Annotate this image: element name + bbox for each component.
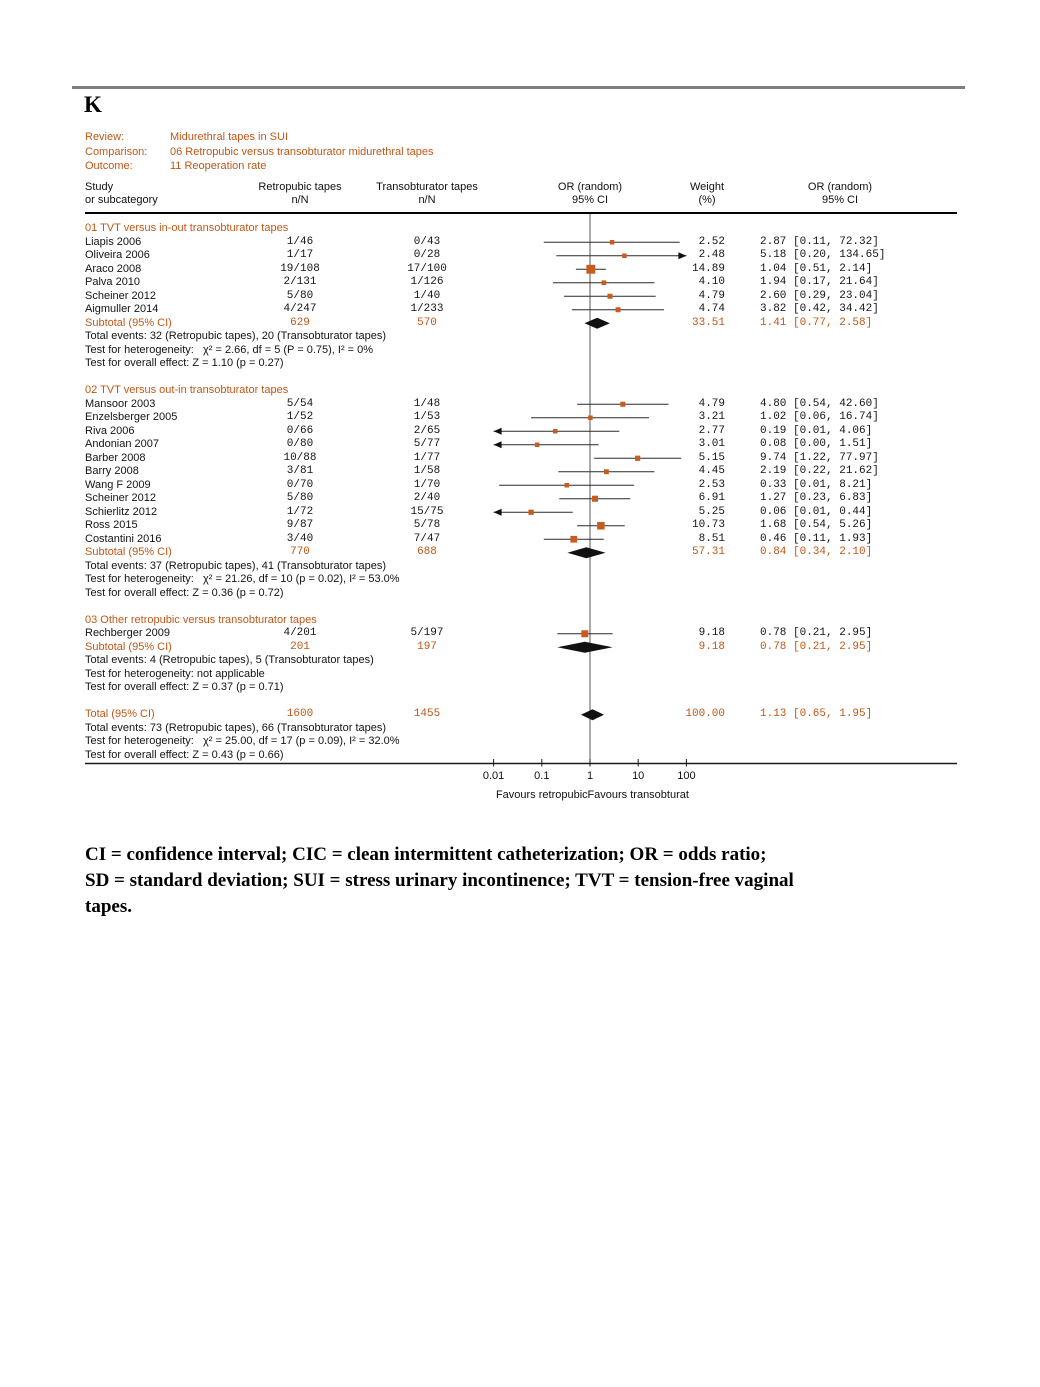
events-transobturator: 1/70 xyxy=(413,478,441,491)
abbreviations-line-2: SD = standard deviation; SUI = stress urinary incontinence; TVT = tension-free vaginal xyxy=(85,870,794,891)
meta-review-label: Review: xyxy=(85,131,125,143)
weight-value: 2.53 xyxy=(698,478,725,491)
events-transobturator: 1/233 xyxy=(410,303,444,315)
forest-row-note xyxy=(70,587,1020,601)
axis-tick-label: 1 xyxy=(586,769,594,782)
weight-value: 8.51 xyxy=(698,532,725,545)
events-retropubic: 0/80 xyxy=(286,438,314,450)
forest-row-subtotal xyxy=(70,641,1020,655)
or-ci-value: 1.27 [0.23, 6.83] xyxy=(760,492,873,504)
study-label: Araco 2008 xyxy=(85,262,142,275)
forest-row-note xyxy=(70,668,1020,682)
forest-row-study xyxy=(70,236,1020,250)
col-header-weight-1: Weight xyxy=(689,181,725,193)
study-label: Palva 2010 xyxy=(85,276,141,288)
forest-row-study xyxy=(70,303,1020,317)
forest-row-study xyxy=(70,465,1020,479)
forest-row-study xyxy=(70,411,1020,425)
subgroup-title: 03 Other retropubic versus transobturator tapes xyxy=(85,613,317,626)
events-retropubic: 1/52 xyxy=(286,411,314,423)
stat-note: Test for overall effect: Z = 0.37 (p = 0.71) xyxy=(85,681,284,693)
forest-row-note xyxy=(70,560,1020,574)
or-ci-value: 0.46 [0.11, 1.93] xyxy=(760,532,873,545)
col-header-or-plot-2: 95% CI xyxy=(571,194,609,206)
events-retropubic: 1/17 xyxy=(286,249,314,261)
forest-row-note xyxy=(70,573,1020,587)
weight-value: 10.73 xyxy=(691,519,725,531)
study-label: Costantini 2016 xyxy=(85,532,162,545)
events-transobturator: 1/40 xyxy=(413,289,441,302)
forest-row-study xyxy=(70,452,1020,466)
or-ci-value: 1.13 [0.65, 1.95] xyxy=(760,708,873,720)
top-divider xyxy=(72,86,965,89)
or-ci-value: 0.06 [0.01, 0.44] xyxy=(760,505,873,518)
study-label: Barber 2008 xyxy=(85,451,146,464)
forest-row-subtotal xyxy=(70,546,1020,560)
weight-value: 5.15 xyxy=(698,451,725,464)
study-label: Aigmuller 2014 xyxy=(85,303,159,315)
favours-right-label: Favours transobturat xyxy=(587,788,689,801)
events-retropubic: 4/247 xyxy=(283,303,317,315)
events-retropubic: 0/66 xyxy=(286,424,314,437)
weight-value: 57.31 xyxy=(691,546,725,558)
study-label: Subtotal (95% CI) xyxy=(85,640,172,653)
events-retropubic: 1/46 xyxy=(286,235,314,248)
col-header-transobturator-2: n/N xyxy=(418,194,436,206)
forest-row-section xyxy=(70,384,1020,398)
events-retropubic: 3/40 xyxy=(286,532,314,545)
study-label: Oliveira 2006 xyxy=(85,249,150,261)
forest-row-note xyxy=(70,344,1020,358)
weight-value: 9.18 xyxy=(698,640,725,653)
or-ci-value: 1.02 [0.06, 16.74] xyxy=(760,411,879,423)
study-label: Scheiner 2012 xyxy=(85,492,156,504)
events-transobturator: 2/65 xyxy=(413,424,441,437)
col-header-retropubic-1: Retropubic tapes xyxy=(258,181,342,193)
axis-tick-label: 10 xyxy=(632,769,645,782)
study-label: Andonian 2007 xyxy=(85,438,160,450)
events-transobturator: 1/126 xyxy=(410,276,444,288)
header-rule xyxy=(85,212,957,214)
or-ci-value: 0.08 [0.00, 1.51] xyxy=(760,438,873,450)
study-label: Enzelsberger 2005 xyxy=(85,411,178,423)
forest-row-gap xyxy=(70,695,1020,709)
or-ci-value: 0.33 [0.01, 8.21] xyxy=(760,478,873,491)
or-ci-value: 1.94 [0.17, 21.64] xyxy=(760,276,879,288)
study-label: Rechberger 2009 xyxy=(85,627,171,639)
or-ci-value: 1.68 [0.54, 5.26] xyxy=(760,519,873,531)
events-transobturator: 0/28 xyxy=(413,249,441,261)
forest-row-study xyxy=(70,492,1020,506)
events-transobturator: 2/40 xyxy=(413,492,441,504)
axis-tick-label: 100 xyxy=(677,769,696,782)
forest-row-study xyxy=(70,519,1020,533)
forest-row-study xyxy=(70,438,1020,452)
stat-note: Test for overall effect: Z = 0.36 (p = 0.72) xyxy=(85,586,284,599)
forest-row-note xyxy=(70,722,1020,736)
study-label: Riva 2006 xyxy=(85,424,135,437)
weight-value: 4.45 xyxy=(698,465,725,477)
col-header-study-2: or subcategory xyxy=(85,194,158,206)
events-retropubic: 9/87 xyxy=(286,519,314,531)
study-label: Mansoor 2003 xyxy=(85,397,156,410)
events-retropubic: 201 xyxy=(290,640,310,653)
events-retropubic: 629 xyxy=(290,316,310,329)
events-transobturator: 1/48 xyxy=(413,397,441,410)
forest-row-note xyxy=(70,735,1020,749)
events-transobturator: 570 xyxy=(417,316,437,329)
events-retropubic: 0/70 xyxy=(286,478,314,491)
subgroup-title: 02 TVT versus out-in transobturator tapes xyxy=(85,384,289,396)
stat-note: Total events: 32 (Retropubic tapes), 20 (Transobturator tapes) xyxy=(85,330,387,342)
forest-rows xyxy=(70,222,1020,762)
forest-row-gap xyxy=(70,371,1020,385)
forest-row-gap xyxy=(70,600,1020,614)
events-transobturator: 688 xyxy=(417,546,437,558)
forest-row-note xyxy=(70,357,1020,371)
study-label: Wang F 2009 xyxy=(85,478,151,491)
study-label: Ross 2015 xyxy=(85,519,138,531)
forest-row-study xyxy=(70,425,1020,439)
forest-row-section xyxy=(70,222,1020,236)
or-ci-value: 9.74 [1.22, 77.97] xyxy=(760,451,879,464)
forest-plot xyxy=(70,176,1020,826)
forest-row-study xyxy=(70,479,1020,493)
events-transobturator: 17/100 xyxy=(407,262,447,275)
events-retropubic: 1600 xyxy=(286,708,314,720)
events-retropubic: 5/80 xyxy=(286,289,314,302)
or-ci-value: 0.78 [0.21, 2.95] xyxy=(760,627,873,639)
stat-note: Total events: 73 (Retropubic tapes), 66 (Transobturator tapes) xyxy=(85,721,387,734)
col-header-study-1: Study xyxy=(85,181,114,193)
col-header-retropubic-2: n/N xyxy=(291,194,309,206)
col-header-or-text-1: OR (random) xyxy=(807,181,873,193)
study-label: Liapis 2006 xyxy=(85,235,142,248)
weight-value: 4.10 xyxy=(698,276,725,288)
meta-comparison-label: Comparison: xyxy=(85,145,148,158)
study-label: Barry 2008 xyxy=(85,465,139,477)
forest-row-study xyxy=(70,398,1020,412)
forest-row-total xyxy=(70,708,1020,722)
weight-value: 9.18 xyxy=(698,627,725,639)
col-header-transobturator-1: Transobturator tapes xyxy=(376,181,478,193)
events-transobturator: 7/47 xyxy=(413,532,441,545)
events-retropubic: 1/72 xyxy=(286,505,314,518)
abbreviations-line-1: CI = confidence interval; CIC = clean intermittent catheterization; OR = odds ratio; xyxy=(85,844,767,865)
weight-value: 5.25 xyxy=(698,505,725,518)
forest-row-note xyxy=(70,330,1020,344)
weight-value: 33.51 xyxy=(691,316,725,329)
meta-comparison-value: 06 Retropubic versus transobturator midurethral tapes xyxy=(170,145,434,158)
forest-row-study xyxy=(70,533,1020,547)
axis-tick-label: 0.1 xyxy=(534,769,550,782)
events-transobturator: 5/78 xyxy=(413,519,441,531)
or-ci-value: 2.60 [0.29, 23.04] xyxy=(760,289,879,302)
weight-value: 2.77 xyxy=(698,424,725,437)
forest-row-study xyxy=(70,276,1020,290)
events-retropubic: 19/108 xyxy=(280,262,320,275)
col-header-or-plot-1: OR (random) xyxy=(557,181,623,193)
stat-note: Test for heterogeneity: χ² = 25.00, df = 17 (p = 0.09), I² = 32.0% xyxy=(85,735,400,747)
meta-review-value: Midurethral tapes in SUI xyxy=(170,131,288,143)
stat-note: Test for overall effect: Z = 0.43 (p = 0.66) xyxy=(85,748,284,761)
or-ci-value: 0.19 [0.01, 4.06] xyxy=(760,424,873,437)
forest-row-study xyxy=(70,263,1020,277)
meta-review xyxy=(85,130,434,145)
abbreviations-note xyxy=(85,842,945,920)
events-retropubic: 3/81 xyxy=(286,465,314,477)
weight-value: 14.89 xyxy=(691,262,725,275)
events-retropubic: 10/88 xyxy=(283,451,317,464)
events-transobturator: 1/58 xyxy=(413,465,441,477)
forest-row-subtotal xyxy=(70,317,1020,331)
events-transobturator: 5/197 xyxy=(410,627,444,639)
events-transobturator: 5/77 xyxy=(413,438,441,450)
or-ci-value: 0.78 [0.21, 2.95] xyxy=(760,640,873,653)
weight-value: 2.52 xyxy=(698,235,725,248)
weight-value: 4.79 xyxy=(698,289,725,302)
events-retropubic: 4/201 xyxy=(283,627,317,639)
weight-value: 4.74 xyxy=(698,303,725,315)
weight-value: 6.91 xyxy=(698,492,725,504)
stat-note: Test for overall effect: Z = 1.10 (p = 0.27) xyxy=(85,357,284,369)
events-transobturator: 1/53 xyxy=(413,411,441,423)
or-ci-value: 1.41 [0.77, 2.58] xyxy=(760,316,873,329)
or-ci-value: 2.19 [0.22, 21.62] xyxy=(760,465,879,477)
events-retropubic: 770 xyxy=(290,546,310,558)
stat-note: Total events: 4 (Retropubic tapes), 5 (Transobturator tapes) xyxy=(85,654,374,666)
forest-row-study xyxy=(70,627,1020,641)
or-ci-value: 4.80 [0.54, 42.60] xyxy=(760,397,879,410)
study-label: Schierlitz 2012 xyxy=(85,505,158,518)
abbreviations-line-3: tapes. xyxy=(85,896,132,917)
events-transobturator: 197 xyxy=(417,640,437,653)
events-retropubic: 5/54 xyxy=(286,397,314,410)
forest-row-note xyxy=(70,681,1020,695)
study-label: Total (95% CI) xyxy=(85,708,155,720)
events-transobturator: 15/75 xyxy=(410,505,444,518)
weight-value: 4.79 xyxy=(698,397,725,410)
subgroup-title: 01 TVT versus in-out transobturator tapes xyxy=(85,222,289,234)
meta-outcome-label: Outcome: xyxy=(85,160,133,172)
study-label: Subtotal (95% CI) xyxy=(85,316,172,329)
panel-letter: K xyxy=(84,92,102,117)
or-ci-value: 3.82 [0.42, 34.42] xyxy=(760,303,879,315)
events-transobturator: 1/77 xyxy=(413,451,441,464)
forest-row-study xyxy=(70,290,1020,304)
or-ci-value: 5.18 [0.20, 134.65] xyxy=(760,249,886,261)
or-ci-value: 0.84 [0.34, 2.10] xyxy=(760,546,873,558)
or-ci-value: 2.87 [0.11, 72.32] xyxy=(760,235,879,248)
events-retropubic: 5/80 xyxy=(286,492,314,504)
events-transobturator: 0/43 xyxy=(413,235,441,248)
col-header-or-text-2: 95% CI xyxy=(821,194,859,206)
stat-note: Test for heterogeneity: χ² = 21.26, df = 10 (p = 0.02), I² = 53.0% xyxy=(85,573,400,585)
stat-note: Test for heterogeneity: not applicable xyxy=(85,667,265,680)
forest-row-note xyxy=(70,749,1020,763)
meta-comparison xyxy=(85,145,434,160)
weight-value: 3.21 xyxy=(698,411,725,423)
review-meta xyxy=(85,130,434,174)
events-transobturator: 1455 xyxy=(413,708,441,720)
or-ci-value: 1.04 [0.51, 2.14] xyxy=(760,262,873,275)
favours-left-label: Favours retropubic xyxy=(495,788,588,801)
col-header-weight-2: (%) xyxy=(698,194,716,206)
axis-tick-label: 0.01 xyxy=(482,769,505,782)
weight-value: 3.01 xyxy=(698,438,725,450)
weight-value: 2.48 xyxy=(698,249,725,261)
study-label: Scheiner 2012 xyxy=(85,289,156,302)
stat-note: Total events: 37 (Retropubic tapes), 41 (Transobturator tapes) xyxy=(85,559,387,572)
forest-row-study xyxy=(70,249,1020,263)
forest-row-note xyxy=(70,654,1020,668)
study-label: Subtotal (95% CI) xyxy=(85,546,172,558)
weight-value: 100.00 xyxy=(685,708,725,720)
forest-row-section xyxy=(70,614,1020,628)
meta-outcome-value: 11 Reoperation rate xyxy=(170,160,267,172)
meta-outcome xyxy=(85,159,434,174)
forest-row-study xyxy=(70,506,1020,520)
events-retropubic: 2/131 xyxy=(283,276,317,288)
stat-note: Test for heterogeneity: χ² = 2.66, df = 5 (P = 0.75), I² = 0% xyxy=(85,343,374,356)
